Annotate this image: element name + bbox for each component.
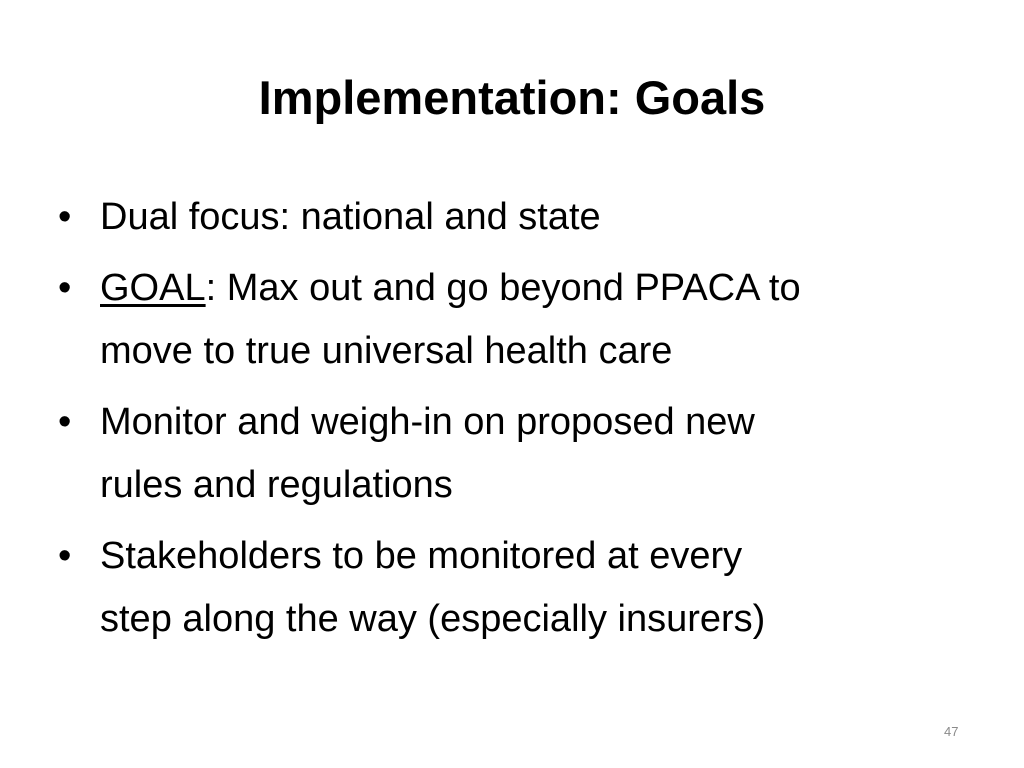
bullet-text-line: step along the way (especially insurers) (100, 598, 766, 640)
bullet-text-line: Monitor and weigh-in on proposed new (100, 401, 755, 443)
bullet-icon: • (58, 196, 72, 238)
bullet-text-line: : Max out and go beyond PPACA to (205, 267, 801, 309)
page-number: 47 (944, 724, 959, 739)
bullet-text-line: rules and regulations (100, 464, 453, 506)
bullet-icon: • (58, 267, 72, 309)
bullet-list (54, 186, 974, 659)
bullet-icon: • (58, 401, 72, 443)
bullet-item-goal (54, 257, 974, 383)
bullet-text-line: Stakeholders to be monitored at every (100, 535, 743, 577)
bullet-text-line: Dual focus: national and state (100, 196, 601, 238)
goal-label: GOAL (100, 267, 206, 309)
bullet-item-monitor (54, 391, 974, 517)
bullet-text-line: move to true universal health care (100, 330, 673, 372)
slide-title: Implementation: Goals (258, 71, 766, 124)
bullet-icon: • (58, 535, 72, 577)
bullet-item-stakeholders (54, 525, 974, 651)
bullet-item-dual-focus (54, 186, 974, 249)
